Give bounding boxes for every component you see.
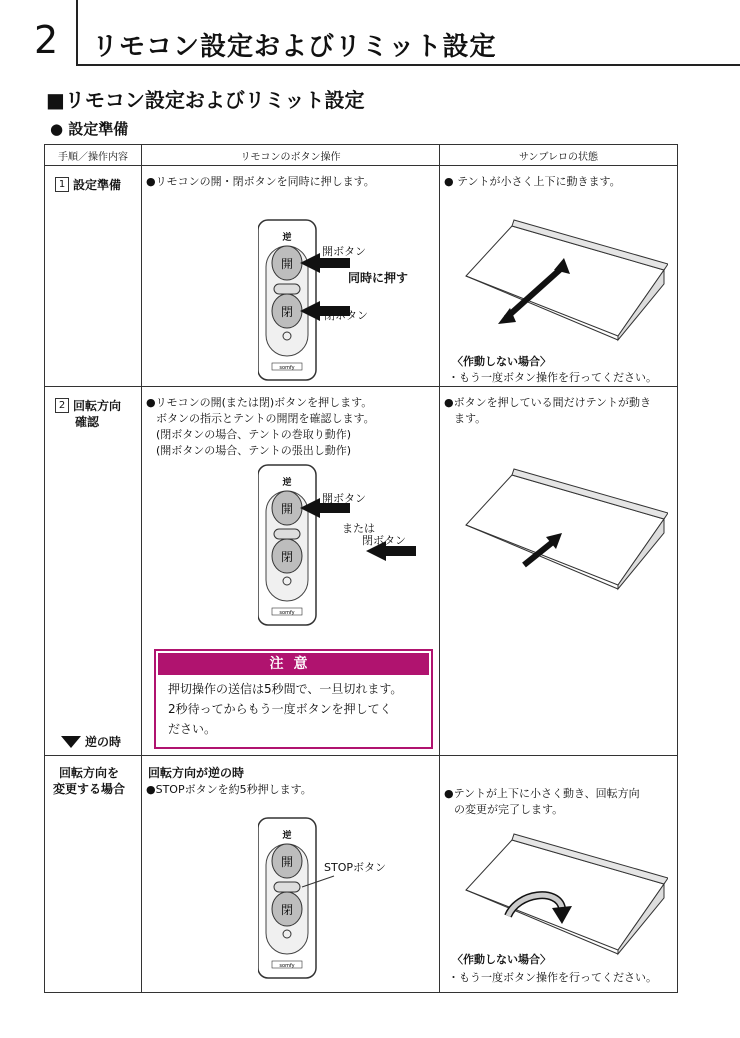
step-label: 回転方向を: [59, 766, 120, 780]
stop-button-label: STOPボタン: [324, 861, 386, 874]
stop-button[interactable]: [274, 882, 300, 892]
step-number: 1: [55, 177, 69, 192]
operation-heading: 回転方向が逆の時: [148, 766, 245, 780]
step-label-line2: 確認: [75, 415, 100, 429]
col-header-step: 手順／操作内容: [45, 145, 142, 166]
operation-text: ●リモコンの開・閉ボタンを同時に押します。: [146, 175, 375, 188]
svg-text:逆: 逆: [282, 831, 292, 841]
svg-text:閉: 閉: [280, 903, 294, 917]
operation-text: ●リモコンの開(または閉)ボタンを押します。: [146, 396, 373, 409]
chapter-title: リモコン設定およびリミット設定: [92, 32, 497, 62]
step-number: 2: [55, 398, 69, 413]
triangle-down-icon: [61, 736, 81, 748]
awning-illustration: [458, 832, 668, 962]
table-row: [45, 756, 678, 993]
state-text: ●テントが上下に小さく動き、回転方向: [444, 787, 640, 800]
col-header-state: サンブレロの状態: [440, 145, 678, 166]
step-label-line2: 変更する場合: [53, 782, 126, 796]
svg-text:開: 開: [280, 855, 294, 869]
chapter-number: 2: [34, 18, 59, 62]
remote-control-illustration: [258, 218, 408, 384]
note-text: ・もう一度ボタン操作を行ってください。: [448, 971, 657, 984]
operation-text: (閉ボタンの場合、テントの巻取り動作): [156, 428, 352, 441]
note-title: 〈作動しない場合〉: [452, 953, 551, 966]
operation-text: (開ボタンの場合、テントの張出し動作): [156, 444, 352, 457]
stop-button[interactable]: [274, 529, 300, 539]
caution-text: ださい。: [168, 722, 217, 736]
state-text: ●ボタンを押している間だけテントが動き: [444, 396, 652, 409]
reverse-label: 逆の時: [85, 735, 122, 749]
table-row: [45, 387, 678, 756]
state-text: ます。: [454, 412, 487, 425]
awning-illustration: [458, 218, 668, 348]
note-text: ・もう一度ボタン操作を行ってください。: [448, 371, 657, 384]
stop-button[interactable]: [274, 284, 300, 294]
caution-text: 2秒待ってからもう一度ボタンを押してく: [168, 702, 392, 716]
svg-text:somfy: somfy: [279, 610, 295, 616]
state-text: の変更が完了します。: [454, 803, 564, 816]
procedure-table: [44, 144, 678, 993]
close-button-label: 閉ボタン: [362, 534, 406, 547]
awning-illustration: [458, 467, 668, 597]
open-button-label: 開ボタン: [322, 492, 366, 505]
svg-text:開: 開: [280, 257, 294, 271]
step-label: 設定準備: [73, 178, 122, 192]
svg-text:逆: 逆: [282, 478, 292, 488]
chapter-header: [0, 0, 740, 66]
remote-top-mark: 逆: [282, 233, 292, 243]
svg-text:閉: 閉: [280, 305, 294, 319]
note-title: 〈作動しない場合〉: [452, 355, 551, 368]
svg-text:開: 開: [280, 502, 294, 516]
header-underline: [76, 64, 740, 66]
operation-text: ボタンの指示とテントの開閉を確認します。: [156, 412, 375, 425]
step-label: 回転方向: [73, 399, 122, 413]
remote-control-illustration: [258, 816, 408, 982]
header-divider: [76, 0, 78, 66]
svg-text:somfy: somfy: [279, 963, 295, 969]
svg-text:閉: 閉: [280, 550, 294, 564]
simultaneous-label: 同時に押す: [348, 271, 409, 285]
table-row: [45, 166, 678, 387]
svg-text:somfy: somfy: [279, 365, 295, 371]
subsection-title: ● 設定準備: [50, 120, 129, 138]
table-header-row: [45, 145, 678, 166]
or-label: または: [342, 522, 375, 535]
caution-title: 注意: [158, 653, 429, 675]
open-button-label: 開ボタン: [322, 245, 366, 258]
caution-text: 押切操作の送信は5秒間で、一旦切れます。: [168, 682, 403, 696]
state-text: ● テントが小さく上下に動きます。: [444, 175, 621, 188]
col-header-remote: リモコンのボタン操作: [142, 145, 440, 166]
section-title: ■リモコン設定およびリミット設定: [46, 88, 365, 112]
operation-text: ●STOPボタンを約5秒押します。: [146, 783, 312, 796]
close-button-label: 閉ボタン: [324, 309, 368, 322]
caution-box: [154, 649, 433, 749]
